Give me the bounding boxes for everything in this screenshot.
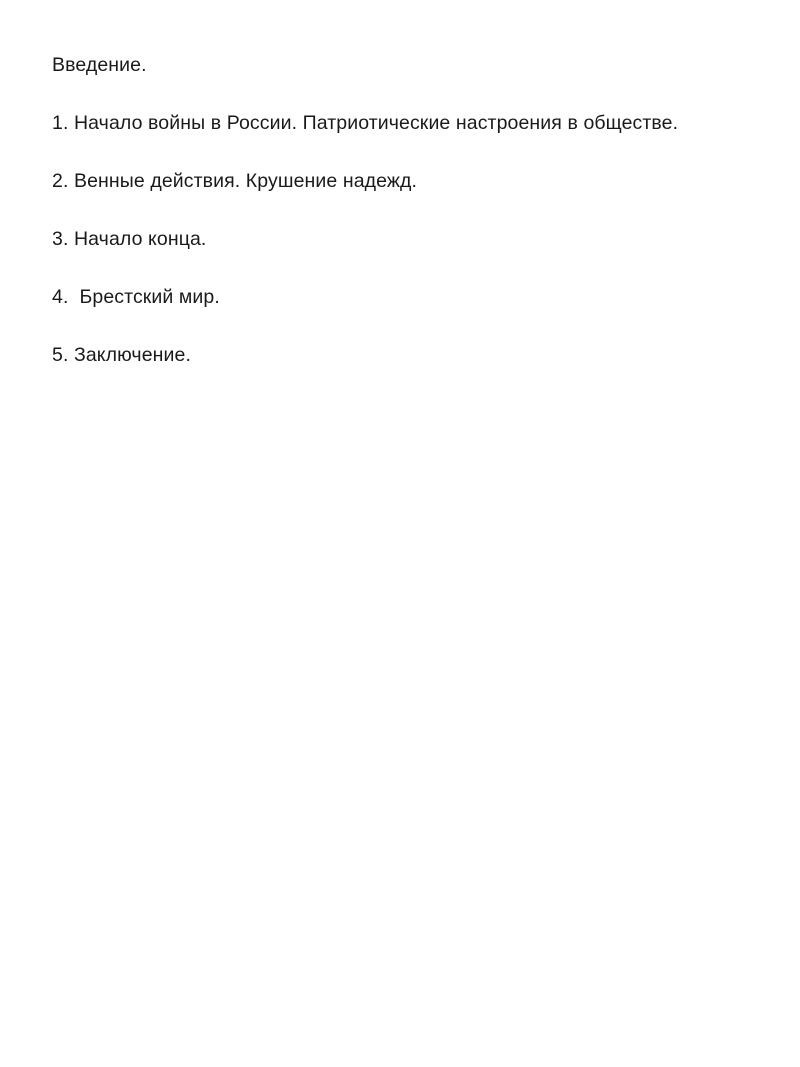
outline-item-3: 3. Начало конца. [52,228,207,250]
intro-heading: Введение. [52,54,147,76]
outline-item-1: 1. Начало войны в России. Патриотические настроения в обществе. [52,112,679,134]
document-body [52,50,692,370]
outline-item-2: 2. Венные действия. Крушение надежд. [52,170,417,192]
outline-item-5: 5. Заключение. [52,344,191,366]
outline-item-4: 4. Брестский мир. [52,286,220,308]
outline-list [52,108,692,370]
